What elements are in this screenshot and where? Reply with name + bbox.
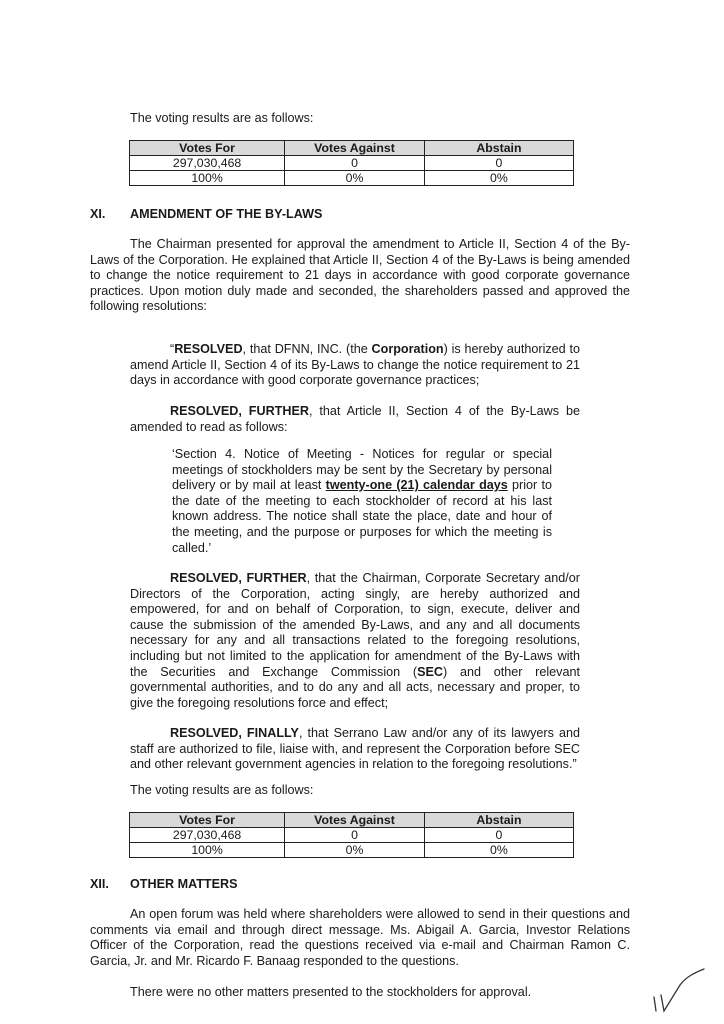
- section-12-title: OTHER MATTERS: [130, 877, 238, 891]
- table-row: [130, 828, 574, 843]
- table-cell: 0%: [424, 843, 573, 858]
- resolution-3: RESOLVED, FURTHER, that the Chairman, Corporate Secretary and/or Directors of the Corporation, acting singly, are hereby authorized and empowered, for and on behalf of Corporation, to sign, execute, deliver and cause the submission of the amended By-Laws, and any and all documents necessary for any and all transactions related to the foregoing resolutions, including but not limited to the application for amendment of the By-Laws with the Securities and Exchange Commission (SEC) and other relevant governmental authorities, and to do any and all acts, necessary and proper, to give the foregoing resolutions force and effect;: [130, 571, 580, 710]
- table-cell: 0: [424, 828, 573, 843]
- resolution-1: “RESOLVED, that DFNN, INC. (the Corporation) is hereby authorized to amend Article II, Section 4 of its By-Laws to change the notice requirement to 21 days in accordance with good corporate governance practices;: [130, 342, 580, 388]
- section-11-title: AMENDMENT OF THE BY-LAWS: [130, 207, 323, 221]
- table-cell: 0: [424, 156, 573, 171]
- section-12-number: XII.: [90, 877, 109, 891]
- table-cell: 297,030,468: [130, 828, 285, 843]
- table-cell: 0%: [285, 843, 425, 858]
- table-cell: 297,030,468: [130, 156, 285, 171]
- initials-signature: [650, 965, 708, 1015]
- bylaws-section-4-quote: ‘Section 4. Notice of Meeting - Notices for regular or special meetings of stockholders may be sent by the Secretary by personal delivery or by mail at least twenty-one (21) calendar days prior to the date of the meeting to each stockholder of record at his last known address. The notice shall state the place, date and hour of the meeting, and the purpose or purposes for which the meeting is called.’: [172, 447, 552, 555]
- resolution-2: RESOLVED, FURTHER, that Article II, Section 4 of the By-Laws be amended to read as follows:: [130, 404, 580, 434]
- table-header-row: [130, 813, 574, 828]
- table-cell: 100%: [130, 171, 285, 186]
- table-row: [130, 171, 574, 186]
- table-row: [130, 843, 574, 858]
- table-cell: 0: [285, 828, 425, 843]
- voting-results-table-2: [129, 812, 574, 858]
- voting-intro-1: The voting results are as follows:: [130, 111, 314, 125]
- header-abstain: Abstain: [424, 141, 573, 156]
- voting-intro-2: The voting results are as follows:: [130, 783, 314, 797]
- voting-results-table-1: [129, 140, 574, 186]
- table-cell: 0: [285, 156, 425, 171]
- section-11-paragraph: The Chairman presented for approval the amendment to Article II, Section 4 of the By-Laws of the Corporation. He explained that Article II, Section 4 of the By-Laws is being amended to change the notice requirement to 21 days in accordance with good corporate governance practices. Upon motion duly made and seconded, the shareholders passed and approved the following resolutions:: [90, 237, 630, 314]
- header-abstain: Abstain: [424, 813, 573, 828]
- table-cell: 0%: [285, 171, 425, 186]
- section-11-number: XI.: [90, 207, 106, 221]
- table-cell: 100%: [130, 843, 285, 858]
- table-header-row: [130, 141, 574, 156]
- section-12-paragraph: An open forum was held where shareholders were allowed to send in their questions and comments via email and through direct message. Ms. Abigail A. Garcia, Investor Relations Officer of the Corporation, read the questions received via e-mail and Chairman Ramon C. Garcia, Jr. and Mr. Ricardo F. Banaag responded to the questions.: [90, 907, 630, 968]
- table-row: [130, 156, 574, 171]
- header-votes-for: Votes For: [130, 141, 285, 156]
- header-votes-against: Votes Against: [285, 813, 425, 828]
- header-votes-against: Votes Against: [285, 141, 425, 156]
- table-cell: 0%: [424, 171, 573, 186]
- header-votes-for: Votes For: [130, 813, 285, 828]
- resolution-4: RESOLVED, FINALLY, that Serrano Law and/or any of its lawyers and staff are authorized to file, liaise with, and represent the Corporation before SEC and other relevant government agencies in relation to the foregoing resolutions.”: [130, 726, 580, 772]
- closing-statement: There were no other matters presented to the stockholders for approval.: [130, 985, 532, 999]
